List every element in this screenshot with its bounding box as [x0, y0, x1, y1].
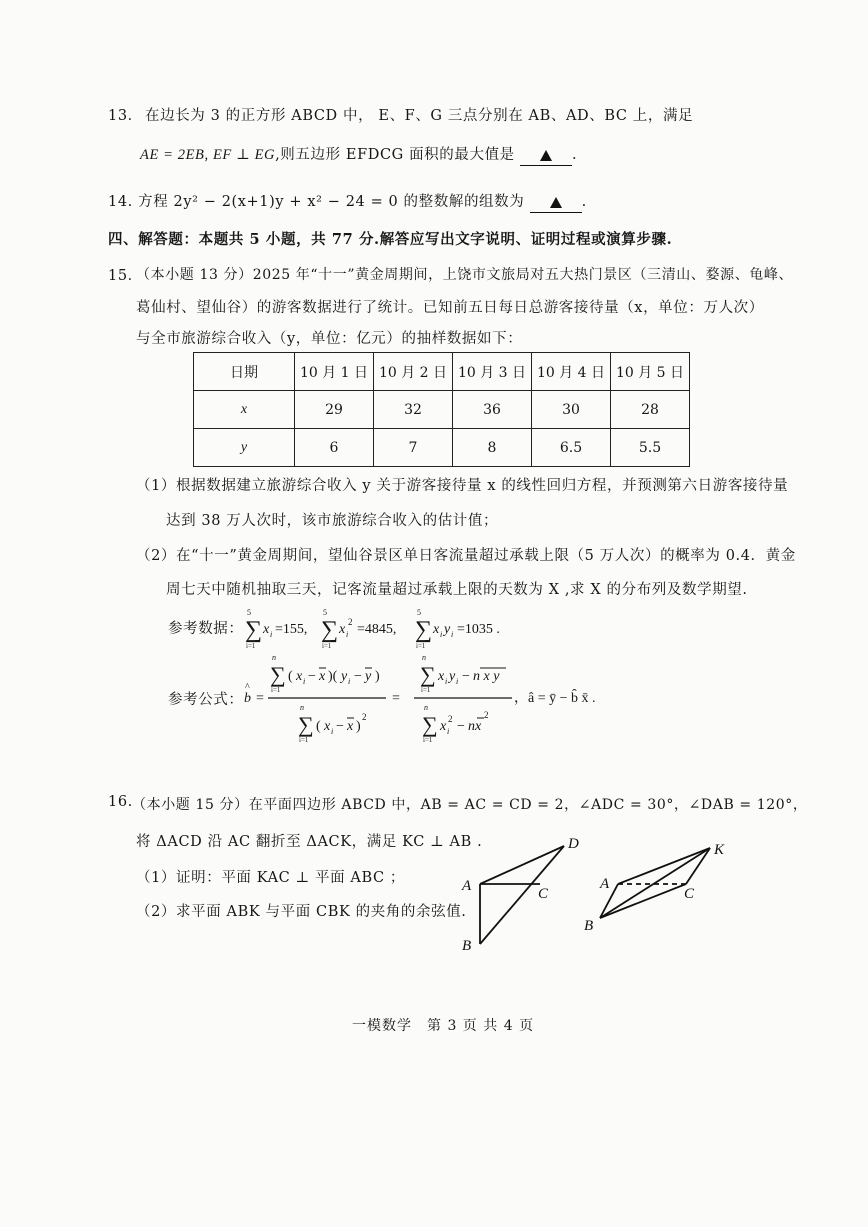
label-b: B — [462, 938, 472, 952]
svg-text:n: n — [300, 703, 304, 712]
svg-text:=: = — [256, 691, 264, 706]
q14-number: 14. — [108, 194, 133, 210]
svg-text:∑: ∑ — [321, 617, 339, 643]
svg-text:i=1: i=1 — [423, 736, 433, 744]
data-table — [193, 352, 690, 467]
triangle-icon — [550, 197, 562, 208]
label-c: C — [538, 886, 549, 902]
svg-text:x: x — [319, 669, 326, 684]
page-footer: 一模数学 第 3 页 共 4 页 — [352, 1018, 535, 1034]
q13-line2 — [140, 143, 577, 164]
ref-data-value-2: =4845, — [357, 622, 397, 637]
q16-part2: （2）求平面 ABK 与平面 CBK 的夹角的余弦值. — [136, 904, 467, 920]
q16-number: 16. — [108, 794, 133, 810]
q15-line2: 葛仙村、望仙谷）的游客数据进行了统计。已知前五日每日总游客接待量（x，单位：万人次） — [136, 300, 764, 316]
table-cell: 28 — [611, 391, 690, 429]
svg-text:i: i — [348, 677, 351, 686]
label-k: K — [714, 842, 725, 858]
table-cell: 10 月 2 日 — [374, 353, 453, 391]
q15-part1-line1: （1）根据数据建立旅游综合收入 y 关于游客接待量 x 的线性回归方程，并预测第六日游客接待量 — [136, 478, 789, 494]
table-cell: x — [194, 391, 295, 429]
svg-text:i=1: i=1 — [271, 686, 281, 694]
svg-text:−: − — [462, 669, 470, 684]
svg-text:∑: ∑ — [270, 662, 286, 687]
table-cell: 6 — [295, 429, 374, 467]
table-cell: 10 月 3 日 — [453, 353, 532, 391]
table-cell: 6.5 — [532, 429, 611, 467]
q13-line2-text: ,则五边形 EFDCG 面积的最大值是 — [275, 147, 515, 163]
ref-data-value-3: =1035 . — [457, 622, 500, 637]
svg-text:−: − — [308, 669, 316, 684]
svg-text:(: ( — [316, 719, 321, 734]
table-row — [194, 353, 690, 391]
svg-text:i: i — [447, 727, 450, 736]
svg-text:y: y — [341, 669, 348, 684]
svg-text:y: y — [365, 669, 372, 684]
svg-text:n: n — [422, 653, 426, 662]
q14-text: 方程 2y² − 2(x+1)y + x² − 24 = 0 的整数解的组数为 — [138, 194, 525, 210]
svg-text:5: 5 — [417, 608, 421, 617]
svg-text:∑: ∑ — [422, 712, 438, 737]
svg-text:i=1: i=1 — [421, 686, 431, 694]
svg-text:n x y: n x y — [473, 669, 500, 684]
q14 — [108, 190, 587, 211]
q15-part2-line1: （2）在“十一”黄金周期间，望仙谷景区单日客流量超过承载上限（5 万人次）的概率为 0.4．黄金 — [136, 548, 796, 564]
svg-text:): ) — [356, 719, 361, 734]
svg-text:n: n — [272, 653, 276, 662]
q13-line1: 在边长为 3 的正方形 ABCD 中， E、F、G 三点分别在 AB、AD、BC 上，满足 — [145, 108, 694, 124]
svg-text:i=1: i=1 — [416, 642, 426, 650]
svg-text:i=1: i=1 — [322, 642, 332, 650]
svg-text:2: 2 — [484, 710, 489, 720]
table-cell: 32 — [374, 391, 453, 429]
svg-text:∑: ∑ — [415, 617, 433, 643]
table-row — [194, 429, 690, 467]
q15-line3: 与全市旅游综合收入（y，单位：亿元）的抽样数据如下： — [136, 331, 523, 347]
svg-text:i=1: i=1 — [299, 736, 309, 744]
q13-expr: AE = 2EB, EF ⊥ EG — [140, 147, 276, 163]
figure-quadrilateral — [458, 832, 598, 952]
svg-text:x: x — [347, 719, 354, 734]
svg-text:i: i — [440, 630, 443, 639]
svg-text:−: − — [457, 719, 465, 734]
svg-text:^: ^ — [245, 682, 250, 693]
svg-text:x: x — [263, 622, 270, 637]
q15-part2-line2: 周七天中随机抽取三天，记客流量超过承载上限的天数为 X ,求 X 的分布列及数学期望. — [166, 582, 748, 598]
svg-text:=: = — [392, 691, 400, 706]
svg-text:2: 2 — [348, 617, 353, 627]
q14-end: . — [581, 194, 587, 210]
svg-text:i: i — [451, 630, 454, 639]
table-row — [194, 391, 690, 429]
q15-number: 15． — [108, 268, 143, 284]
svg-text:i=1: i=1 — [246, 642, 256, 650]
section-heading: 四、解答题：本题共 5 小题，共 77 分.解答应写出文字说明、证明过程或演算步骤. — [108, 231, 673, 248]
svg-text:i: i — [346, 630, 349, 639]
svg-text:∑: ∑ — [245, 617, 263, 643]
q14-answer-blank — [530, 196, 582, 213]
table-cell: 30 — [532, 391, 611, 429]
q13-end: . — [572, 147, 578, 163]
table-cell: 日期 — [194, 353, 295, 391]
svg-text:x: x — [339, 622, 346, 637]
svg-text:−: − — [354, 669, 362, 684]
regression-formula — [244, 652, 614, 748]
svg-text:x: x — [440, 719, 447, 734]
label-a2: A — [600, 876, 610, 892]
table-cell: 10 月 1 日 — [295, 353, 374, 391]
svg-text:5: 5 — [323, 608, 327, 617]
formula-tail: ，â = ȳ − b̂ x̄ . — [514, 691, 596, 706]
q16-part1: （1）证明：平面 KAC ⊥ 平面 ABC ； — [136, 870, 406, 886]
svg-text:y: y — [449, 669, 456, 684]
svg-text:b: b — [244, 691, 251, 706]
label-b2: B — [584, 918, 594, 934]
ref-data-value-1: =155, — [275, 622, 308, 637]
figure-folded — [580, 836, 740, 936]
svg-text:2: 2 — [362, 712, 367, 722]
ref-data — [245, 605, 545, 657]
ref-formula-label: 参考公式： — [168, 692, 244, 708]
svg-text:∑: ∑ — [298, 712, 314, 737]
ref-data-formula — [245, 605, 545, 653]
svg-text:i: i — [456, 677, 459, 686]
triangle-icon — [540, 150, 552, 161]
svg-text:i: i — [270, 630, 273, 639]
svg-text:(: ( — [288, 669, 293, 684]
svg-text:nx: nx — [468, 719, 482, 734]
svg-text:y: y — [444, 622, 451, 637]
svg-text:5: 5 — [247, 608, 251, 617]
svg-text:n: n — [424, 703, 428, 712]
svg-text:i: i — [445, 677, 448, 686]
label-d: D — [568, 836, 579, 852]
svg-text:2: 2 — [448, 714, 453, 724]
ref-data-label: 参考数据： — [168, 621, 244, 637]
svg-text:): ) — [375, 669, 380, 684]
table-cell: 8 — [453, 429, 532, 467]
svg-text:x: x — [324, 719, 331, 734]
table-cell: 29 — [295, 391, 374, 429]
svg-text:∑: ∑ — [420, 662, 436, 687]
table-cell: 10 月 5 日 — [611, 353, 690, 391]
svg-text:x: x — [296, 669, 303, 684]
table-cell: 36 — [453, 391, 532, 429]
ref-formula — [244, 652, 614, 752]
svg-text:i: i — [331, 727, 334, 736]
label-a: A — [462, 878, 472, 894]
q16-line2: 将 ΔACD 沿 AC 翻折至 ΔACK，满足 KC ⊥ AB . — [136, 834, 483, 850]
label-c2: C — [684, 886, 695, 902]
q13-answer-blank — [520, 149, 572, 166]
svg-text:i: i — [303, 677, 306, 686]
q13-number: 13． — [108, 108, 143, 124]
q15-part1-line2: 达到 38 万人次时，该市旅游综合收入的估计值； — [166, 513, 499, 529]
q16-line1: （本小题 15 分）在平面四边形 ABCD 中，AB = AC = CD = 2，∠ADC = 30°，∠DAB = 120°， — [132, 797, 808, 813]
svg-text:x: x — [438, 669, 445, 684]
svg-text:)(: )( — [328, 669, 338, 684]
table-cell: 10 月 4 日 — [532, 353, 611, 391]
table-cell: y — [194, 429, 295, 467]
table-cell: 7 — [374, 429, 453, 467]
table-cell: 5.5 — [611, 429, 690, 467]
svg-text:x: x — [433, 622, 440, 637]
q15-line1: （本小题 13 分）2025 年“十一”黄金周期间，上饶市文旅局对五大热门景区（三清山、婺源、龟峰、 — [136, 267, 794, 283]
svg-text:−: − — [336, 719, 344, 734]
